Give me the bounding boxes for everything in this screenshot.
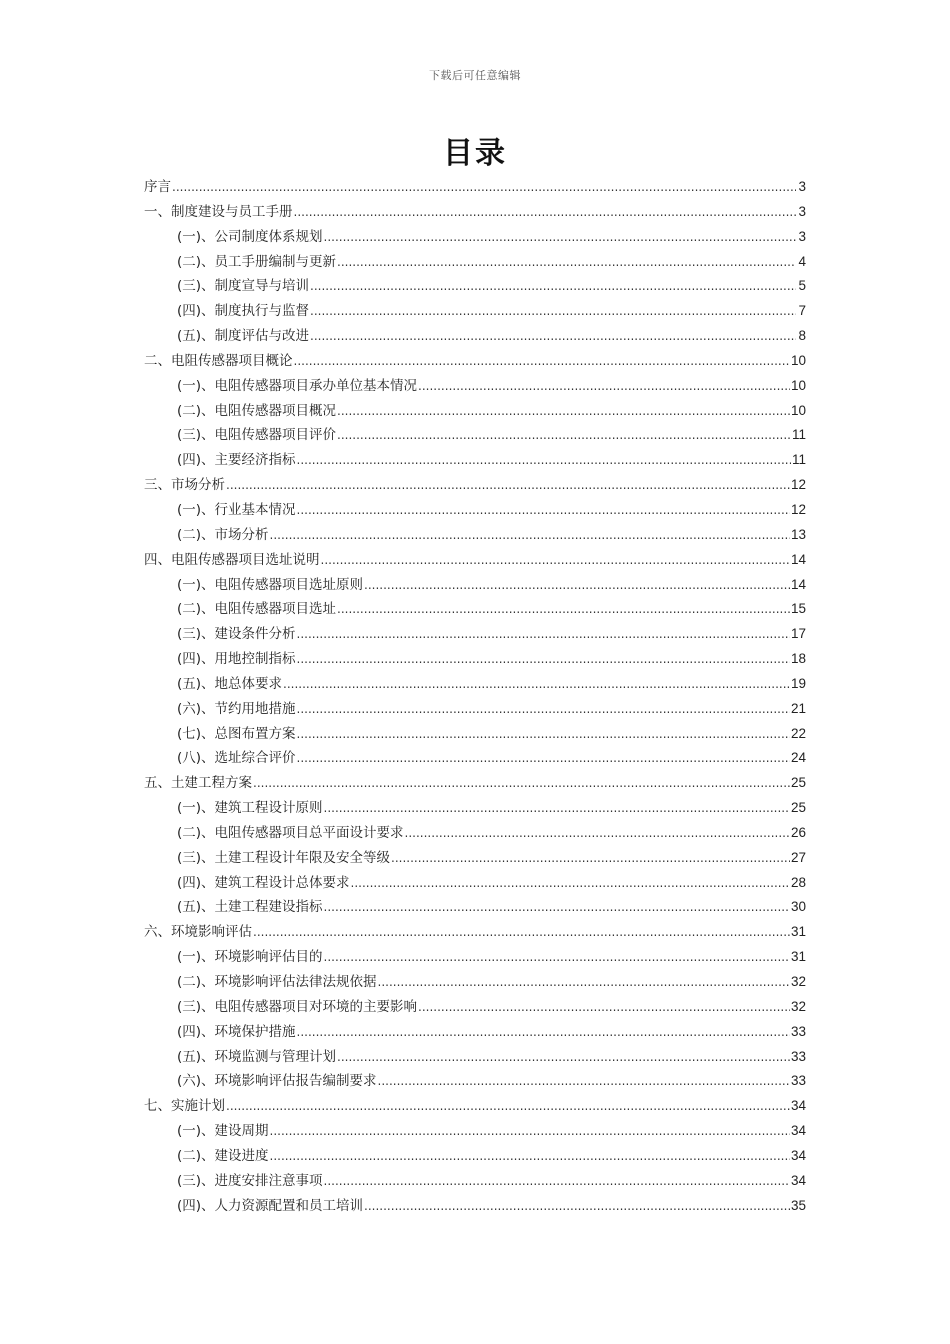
toc-entry-label: (二)、建设进度 [177, 1147, 269, 1164]
toc-entry-page-number: 15 [790, 601, 806, 617]
toc-entry[interactable] [144, 575, 806, 600]
toc-entry-page-number: 24 [790, 750, 806, 766]
toc-entry[interactable] [144, 599, 806, 624]
toc-dot-leader [253, 773, 790, 793]
toc-entry[interactable] [144, 425, 806, 450]
toc-entry[interactable] [144, 724, 806, 749]
toc-dot-leader [310, 276, 796, 296]
toc-dot-leader [324, 897, 790, 917]
toc-entry[interactable] [144, 1047, 806, 1072]
toc-entry[interactable] [144, 823, 806, 848]
toc-dot-leader [297, 450, 791, 470]
toc-entry[interactable] [144, 252, 806, 277]
toc-entry-label: 五、土建工程方案 [144, 775, 252, 792]
toc-entry-label: (四)、环境保护措施 [177, 1023, 296, 1040]
toc-entry[interactable] [144, 177, 806, 202]
toc-dot-leader [226, 475, 790, 495]
toc-dot-leader [321, 550, 790, 570]
toc-entry[interactable] [144, 1022, 806, 1047]
toc-entry-label: (四)、主要经济指标 [177, 452, 296, 469]
toc-entry-label: 一、制度建设与员工手册 [144, 203, 293, 220]
toc-dot-leader [297, 724, 790, 744]
toc-dot-leader [294, 202, 797, 222]
toc-dot-leader [297, 699, 790, 719]
toc-dot-leader [310, 301, 796, 321]
toc-entry[interactable] [144, 301, 806, 326]
toc-entry-label: (七)、总图布置方案 [177, 725, 296, 742]
toc-entry-label: (二)、员工手册编制与更新 [177, 253, 337, 270]
toc-entry-page-number: 10 [790, 402, 806, 418]
toc-entry-page-number: 31 [790, 924, 806, 940]
toc-dot-leader [324, 227, 796, 247]
toc-entry-page-number: 34 [790, 1098, 806, 1114]
toc-entry-page-number: 3 [798, 228, 806, 244]
toc-entry[interactable] [144, 773, 806, 798]
toc-dot-leader [270, 1146, 790, 1166]
toc-entry-page-number: 33 [790, 1023, 806, 1039]
toc-entry[interactable] [144, 798, 806, 823]
toc-entry-page-number: 7 [798, 303, 806, 319]
toc-entry-page-number: 10 [790, 377, 806, 393]
toc-entry[interactable] [144, 1146, 806, 1171]
toc-entry-page-number: 34 [790, 1172, 806, 1188]
toc-entry[interactable] [144, 550, 806, 575]
toc-dot-leader [294, 351, 790, 371]
toc-dot-leader [324, 947, 790, 967]
toc-dot-leader [418, 376, 790, 396]
toc-dot-leader [297, 500, 790, 520]
toc-entry-label: (一)、电阻传感器项目选址原则 [177, 576, 364, 593]
toc-entry-page-number: 22 [790, 725, 806, 741]
toc-entry[interactable] [144, 674, 806, 699]
toc-entry-label: (一)、环境影响评估目的 [177, 949, 323, 966]
toc-dot-leader [337, 252, 796, 272]
toc-dot-leader [226, 1096, 790, 1116]
toc-entry[interactable] [144, 401, 806, 426]
toc-dot-leader [172, 177, 796, 197]
toc-entry-page-number: 25 [790, 800, 806, 816]
toc-dot-leader [405, 823, 790, 843]
toc-entry-label: 三、市场分析 [144, 477, 225, 494]
toc-dot-leader [378, 972, 790, 992]
toc-dot-leader [337, 425, 791, 445]
toc-entry[interactable] [144, 699, 806, 724]
toc-entry-page-number: 32 [790, 974, 806, 989]
toc-entry[interactable] [144, 649, 806, 674]
toc-dot-leader [253, 922, 790, 942]
toc-entry-label: (一)、公司制度体系规划 [177, 228, 323, 245]
toc-entry-label: (二)、环境影响评估法律法规依据 [177, 974, 377, 990]
toc-entry-page-number: 3 [798, 179, 806, 194]
toc-entry-label: (五)、制度评估与改进 [177, 328, 310, 345]
toc-entry-label: (一)、电阻传感器项目承办单位基本情况 [177, 377, 418, 394]
toc-entry-page-number: 3 [798, 203, 806, 219]
toc-entry-label: 六、环境影响评估 [144, 924, 252, 941]
toc-entry-label: (二)、市场分析 [177, 526, 269, 543]
toc-entry-page-number: 18 [790, 651, 806, 667]
toc-entry-label: (二)、电阻传感器项目选址 [177, 601, 337, 618]
toc-entry-label: (四)、用地控制指标 [177, 651, 296, 668]
toc-entry-label: (三)、建设条件分析 [177, 626, 296, 643]
toc-entry-page-number: 5 [798, 278, 806, 294]
toc-dot-leader [297, 624, 790, 644]
toc-entry[interactable] [144, 351, 806, 376]
toc-entry-label: 二、电阻传感器项目概论 [144, 352, 293, 369]
toc-entry-label: (六)、节约用地措施 [177, 700, 296, 717]
toc-entry[interactable] [144, 500, 806, 525]
toc-entry[interactable] [144, 1171, 806, 1196]
toc-entry-label: 七、实施计划 [144, 1098, 225, 1115]
page-header-note: 下载后可任意编辑 [429, 69, 521, 82]
toc-entry-label: (四)、人力资源配置和员工培训 [177, 1197, 364, 1214]
toc-entry[interactable] [144, 326, 806, 351]
toc-entry[interactable] [144, 922, 806, 947]
toc-entry[interactable] [144, 376, 806, 401]
toc-entry-page-number: 8 [798, 328, 806, 344]
toc-entry-page-number: 32 [790, 998, 806, 1014]
toc-dot-leader [337, 401, 790, 421]
toc-dot-leader [297, 1022, 790, 1042]
toc-entry[interactable] [144, 1096, 806, 1121]
toc-entry-page-number: 11 [791, 427, 806, 443]
toc-entry-label: (一)、建设周期 [177, 1123, 269, 1140]
toc-entry[interactable] [144, 848, 806, 873]
toc-entry-page-number: 30 [790, 899, 806, 915]
toc-entry[interactable] [144, 475, 806, 500]
toc-entry[interactable] [144, 972, 806, 997]
toc-entry-page-number: 33 [790, 1073, 806, 1089]
toc-entry-page-number: 12 [790, 477, 806, 493]
toc-entry[interactable] [144, 450, 806, 475]
toc-entry-page-number: 25 [790, 775, 806, 791]
toc-dot-leader [337, 599, 790, 619]
toc-dot-leader [270, 525, 790, 545]
toc-entry-label: (八)、选址综合评价 [177, 750, 296, 767]
toc-dot-leader [364, 1196, 790, 1216]
toc-entry-page-number: 4 [798, 253, 806, 269]
toc-entry-page-number: 17 [790, 626, 806, 642]
toc-entry-label: (五)、环境监测与管理计划 [177, 1048, 337, 1065]
toc-entry[interactable] [144, 624, 806, 649]
toc-entry-label: (六)、环境影响评估报告编制要求 [177, 1073, 377, 1090]
toc-dot-leader [378, 1071, 790, 1091]
toc-dot-leader [297, 748, 790, 768]
toc-entry-page-number: 26 [790, 824, 806, 840]
toc-entry-label: (二)、电阻传感器项目总平面设计要求 [177, 824, 404, 841]
toc-dot-leader [270, 1121, 790, 1141]
toc-entry-page-number: 14 [790, 576, 806, 592]
toc-entry-label: (一)、行业基本情况 [177, 501, 296, 518]
toc-entry[interactable] [144, 947, 806, 972]
toc-dot-leader [391, 848, 790, 868]
toc-entry[interactable] [144, 1071, 806, 1096]
toc-entry-page-number: 10 [790, 352, 806, 368]
toc-entry-label: (五)、地总体要求 [177, 675, 283, 692]
toc-entry[interactable] [144, 748, 806, 773]
toc-dot-leader [297, 649, 790, 669]
toc-entry[interactable] [144, 227, 806, 252]
toc-entry-label: (三)、电阻传感器项目评价 [177, 427, 337, 444]
toc-entry-label: (四)、建筑工程设计总体要求 [177, 874, 350, 891]
page-title: 目录 [443, 136, 507, 171]
toc-dot-leader [351, 873, 790, 893]
toc-entry[interactable] [144, 202, 806, 227]
toc-entry[interactable] [144, 1196, 806, 1221]
toc-entry-label: (三)、电阻传感器项目对环境的主要影响 [177, 998, 418, 1015]
toc-entry-label: 序言 [144, 179, 171, 195]
toc-entry-page-number: 14 [790, 551, 806, 567]
toc-entry-label: (三)、制度宣导与培训 [177, 278, 310, 295]
toc-entry-page-number: 34 [790, 1147, 806, 1163]
toc-entry-page-number: 34 [790, 1123, 806, 1139]
toc-dot-leader [337, 1047, 790, 1067]
toc-entry-page-number: 19 [790, 675, 806, 691]
toc-entry-label: (四)、制度执行与监督 [177, 303, 310, 320]
toc-entry-page-number: 11 [791, 452, 806, 468]
toc-dot-leader [324, 798, 790, 818]
toc-entry[interactable] [144, 897, 806, 922]
toc-dot-leader [418, 997, 790, 1017]
toc-entry-label: 四、电阻传感器项目选址说明 [144, 551, 320, 568]
toc-entry[interactable] [144, 1121, 806, 1146]
toc-entry-page-number: 31 [790, 949, 806, 965]
toc-entry-page-number: 13 [790, 526, 806, 542]
toc-entry-page-number: 21 [790, 700, 806, 716]
toc-entry[interactable] [144, 997, 806, 1022]
toc-entry-label: (一)、建筑工程设计原则 [177, 800, 323, 817]
toc-dot-leader [324, 1171, 790, 1191]
toc-entry[interactable] [144, 873, 806, 898]
toc-entry-label: (三)、土建工程设计年限及安全等级 [177, 849, 391, 866]
toc-entry[interactable] [144, 525, 806, 550]
toc-entry-page-number: 12 [790, 501, 806, 517]
toc-entry-page-number: 27 [790, 849, 806, 865]
toc-dot-leader [310, 326, 796, 346]
toc-entry-page-number: 28 [790, 874, 806, 890]
toc-entry-label: (二)、电阻传感器项目概况 [177, 402, 337, 419]
toc-entry[interactable] [144, 276, 806, 301]
toc-entry-label: (五)、土建工程建设指标 [177, 899, 323, 916]
toc-dot-leader [283, 674, 790, 694]
toc-dot-leader [364, 575, 790, 595]
table-of-contents [144, 177, 806, 1220]
toc-entry-page-number: 35 [790, 1197, 806, 1213]
toc-entry-label: (三)、进度安排注意事项 [177, 1172, 323, 1189]
toc-entry-page-number: 33 [790, 1048, 806, 1064]
